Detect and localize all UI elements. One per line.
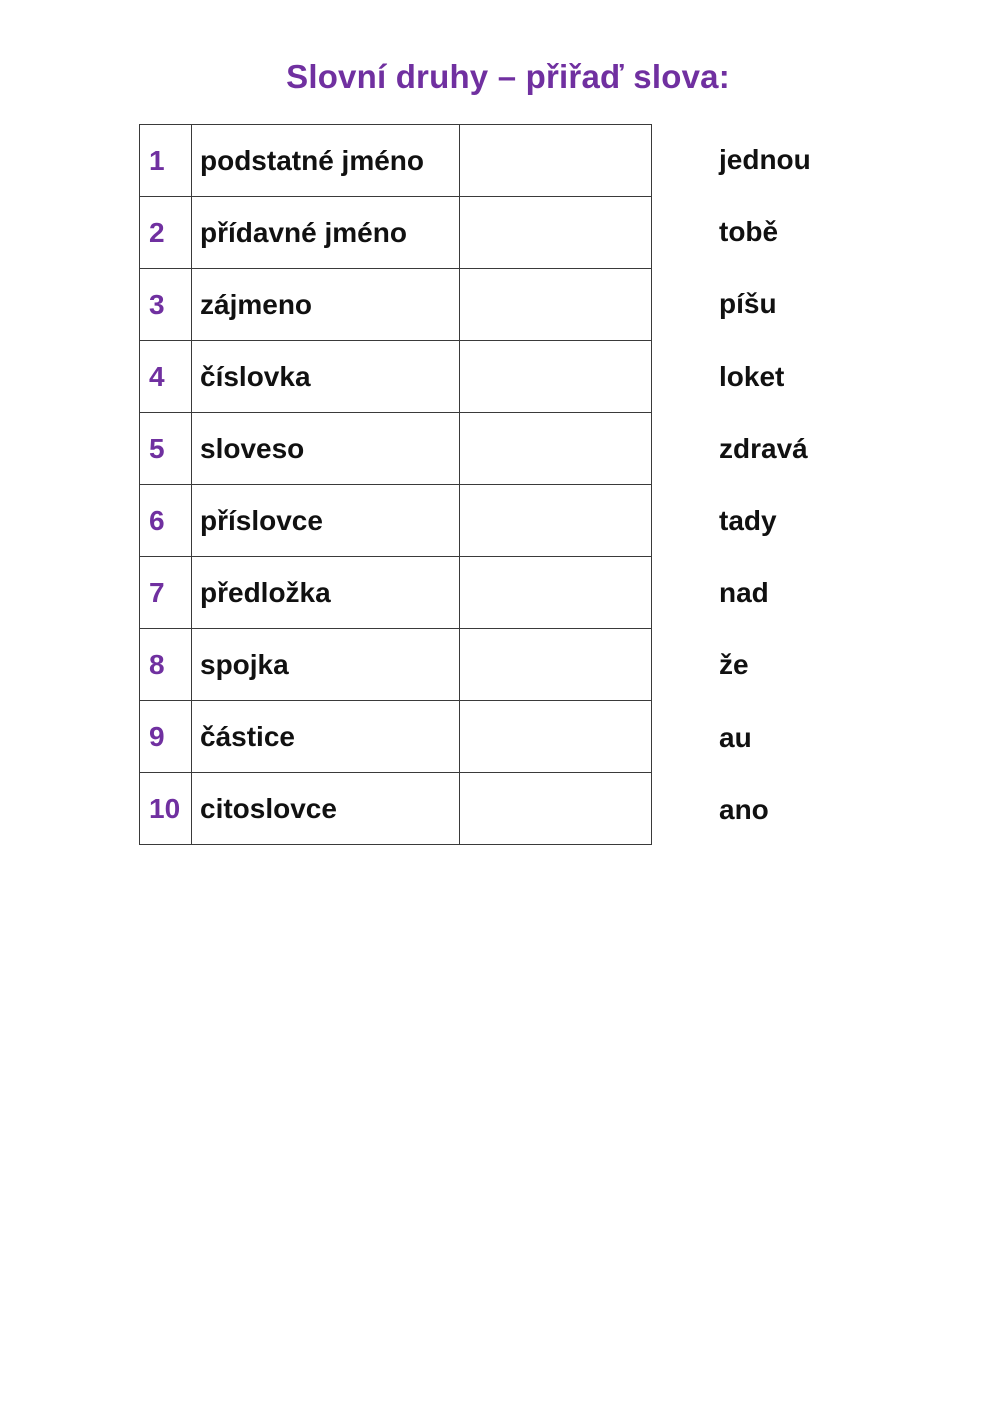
table-row <box>140 413 652 485</box>
answer-drop-cell[interactable] <box>460 485 652 557</box>
table-row <box>140 485 652 557</box>
row-number: 4 <box>140 341 192 413</box>
row-number: 2 <box>140 197 192 269</box>
answer-drop-cell[interactable] <box>460 197 652 269</box>
word-class-label: částice <box>192 701 460 773</box>
answer-drop-cell[interactable] <box>460 629 652 701</box>
table-row <box>140 197 652 269</box>
table-row <box>140 629 652 701</box>
word-bank <box>719 124 811 846</box>
word-class-label: číslovka <box>192 341 460 413</box>
row-number: 7 <box>140 557 192 629</box>
answer-drop-cell[interactable] <box>460 341 652 413</box>
table-row <box>140 557 652 629</box>
table-row <box>140 773 652 845</box>
row-number: 9 <box>140 701 192 773</box>
row-number: 10 <box>140 773 192 845</box>
word-class-label: přídavné jméno <box>192 197 460 269</box>
word-bank-item[interactable]: jednou <box>719 144 811 175</box>
page-title: Slovní druhy – přiřaď slova: <box>286 58 730 95</box>
word-bank-item[interactable]: že <box>719 649 749 681</box>
word-bank-item[interactable]: nad <box>719 577 769 609</box>
answer-drop-cell[interactable] <box>460 125 652 197</box>
table-row <box>140 125 652 197</box>
answer-drop-cell[interactable] <box>460 413 652 485</box>
word-bank-item[interactable]: tady <box>719 504 777 536</box>
table-row <box>140 341 652 413</box>
row-number: 3 <box>140 269 192 341</box>
word-bank-item[interactable]: zdravá <box>719 432 808 464</box>
row-number: 1 <box>140 125 192 197</box>
row-number: 8 <box>140 629 192 701</box>
table-row <box>140 269 652 341</box>
word-bank-item[interactable]: au <box>719 721 752 753</box>
answer-drop-cell[interactable] <box>460 701 652 773</box>
word-bank-item[interactable]: loket <box>719 360 785 392</box>
table-row <box>140 701 652 773</box>
answer-drop-cell[interactable] <box>460 269 652 341</box>
word-bank-item[interactable]: tobě <box>719 216 779 248</box>
matching-table <box>139 124 652 845</box>
word-class-label: spojka <box>192 629 460 701</box>
row-number: 6 <box>140 485 192 557</box>
word-class-label: sloveso <box>192 413 460 485</box>
word-bank-item[interactable]: ano <box>719 793 769 825</box>
word-class-label: příslovce <box>192 485 460 557</box>
word-bank-item[interactable]: píšu <box>719 288 777 320</box>
row-number: 5 <box>140 413 192 485</box>
answer-drop-cell[interactable] <box>460 557 652 629</box>
word-class-label: zájmeno <box>192 269 460 341</box>
answer-drop-cell[interactable] <box>460 773 652 845</box>
word-class-label: předložka <box>192 557 460 629</box>
word-class-label: citoslovce <box>192 773 460 845</box>
word-class-label: podstatné jméno <box>192 125 460 197</box>
